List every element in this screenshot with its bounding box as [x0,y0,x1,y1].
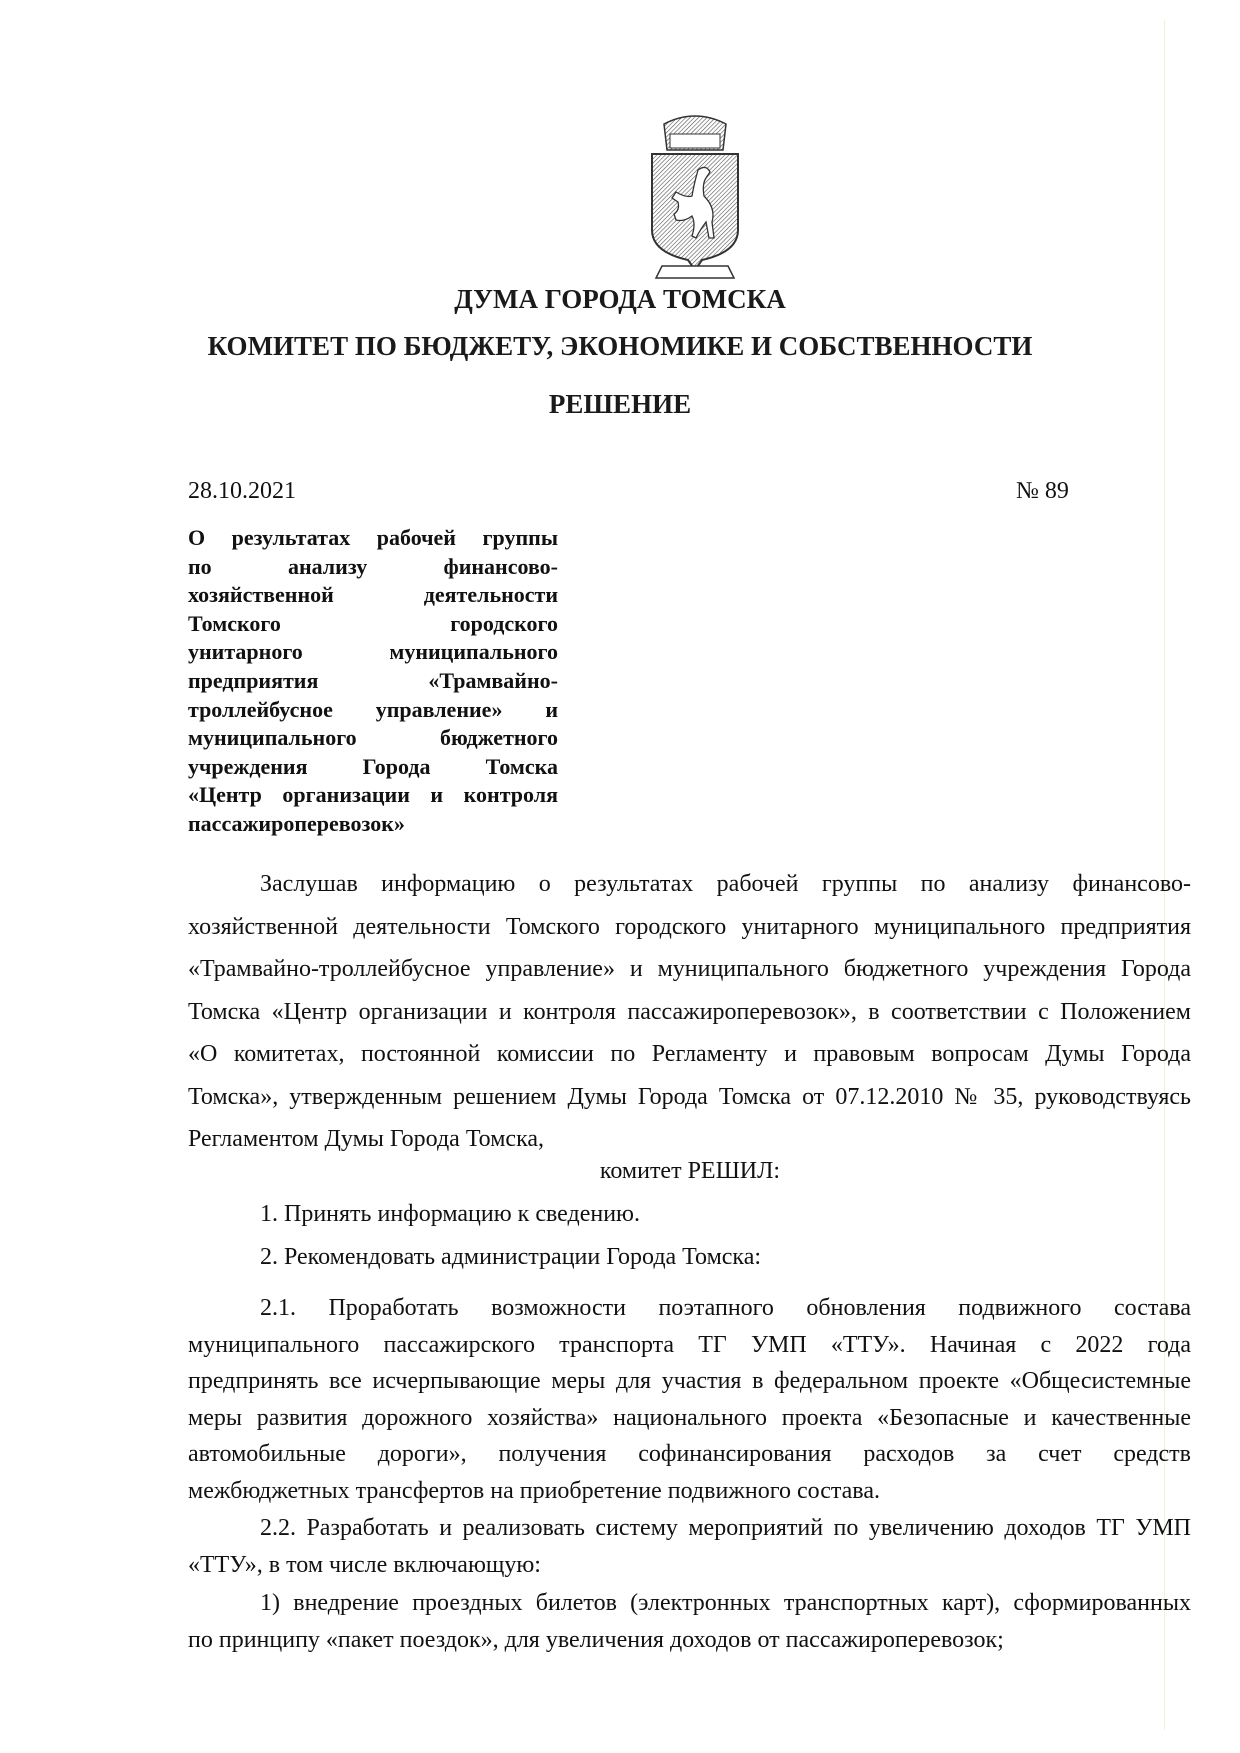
item-1: 1. Принять информацию к сведению. [260,1201,640,1227]
subject-line: троллейбусное управление» и [188,696,558,722]
subject-line: пассажироперевозок» [188,810,405,836]
text-line: предпринять все исчерпывающие меры для участия в федеральном проекте «Общесистемные [188,1368,1191,1395]
subject-line: по анализу финансово- [188,553,558,579]
subject-line: О результатах рабочей группы [188,525,558,550]
subject-line: хозяйственной деятельности [188,582,558,608]
preamble-paragraph [188,863,1191,1161]
text-line: Томска «Центр организации и контроля пассажироперевозок», в соответствии с Положением [188,998,1191,1025]
committee-title: КОМИТЕТ ПО БЮДЖЕТУ, ЭКОНОМИКЕ И СОБСТВЕННОСТИ [207,331,1033,361]
subject-heading [188,524,558,839]
coat-of-arms-icon [640,112,750,284]
text-line: «ТТУ», в том числе включающую: [188,1552,541,1578]
text-line: Регламентом Думы Города Томска, [188,1126,545,1152]
duma-title: ДУМА ГОРОДА ТОМСКА [454,284,786,314]
item-2-1-paragraph [188,1290,1191,1510]
text-line: 2.2. Разработать и реализовать систему мероприятий по увеличению доходов ТГ УМП [260,1515,1191,1541]
item-2-2-1-paragraph [188,1585,1191,1658]
subject-line: унитарного муниципального [188,639,558,665]
decision-date: 28.10.2021 [188,478,296,504]
text-line: «Трамвайно-троллейбусное управление» и муниципального бюджетного учреждения Города [188,956,1191,982]
resolved-line: комитет РЕШИЛ: [599,1158,781,1184]
document-type: РЕШЕНИЕ [548,389,692,419]
subject-line: Томского городского [188,610,558,636]
text-line: по принципу «пакет поездок», для увеличения доходов от пассажироперевозок; [188,1626,1004,1653]
item-2: 2. Рекомендовать администрации Города Томска: [260,1244,762,1270]
text-line: меры развития дорожного хозяйства» национального проекта «Безопасные и качественные [188,1404,1191,1431]
subject-line: муниципального бюджетного [188,725,558,751]
item-2-2-paragraph [188,1510,1191,1584]
text-line: межбюджетных трансфертов на приобретение подвижного состава. [188,1477,880,1504]
subject-line: учреждения Города Томска [188,753,558,779]
text-line: муниципального пассажирского транспорта ТГ УМП «ТТУ». Начиная с 2022 года [188,1331,1191,1358]
text-line: Томска», утвержденным решением Думы Города Томска от 07.12.2010 № 35, руководствуясь [188,1083,1191,1110]
subject-line: «Центр организации и контроля [188,782,558,808]
text-line: автомобильные дороги», получения софинансирования расходов за счет средств [188,1441,1191,1468]
text-line: 1) внедрение проездных билетов (электронных транспортных карт), сформированных [260,1590,1191,1616]
text-line: хозяйственной деятельности Томского городского унитарного муниципального предприятия [188,913,1191,940]
text-line: «О комитетах, постоянной комиссии по Регламенту и правовым вопросам Думы Города [188,1041,1191,1067]
decision-number: № 89 [1016,478,1069,504]
text-line: Заслушав информацию о результатах рабочей группы по анализу финансово- [260,871,1191,897]
text-line: 2.1. Проработать возможности поэтапного обновления подвижного состава [260,1295,1191,1321]
subject-line: предприятия «Трамвайно- [188,667,558,693]
